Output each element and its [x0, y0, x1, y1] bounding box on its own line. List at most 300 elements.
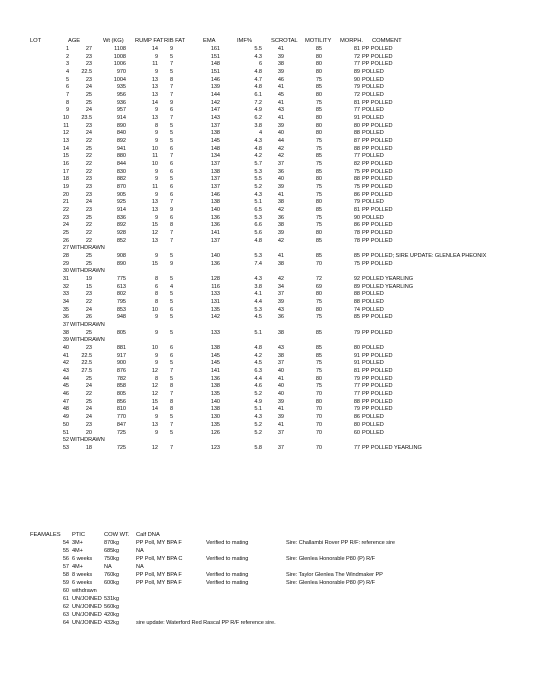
cell-rump: 13 [151, 199, 158, 206]
female-lot: 54 [62, 540, 69, 546]
cell-motility: 80 [315, 130, 322, 137]
cell-lot: 24 [62, 222, 69, 229]
cell-rump: 9 [154, 253, 158, 260]
cell-ema: 151 [210, 69, 220, 75]
female-ptic: UN/JOINED [72, 595, 102, 602]
female-cowwt: 600kg [104, 579, 119, 586]
cell-wt: 876 [116, 368, 126, 375]
header-age: AGE [68, 38, 81, 44]
cell-rib: 6 [170, 145, 174, 152]
cell-morph: 92 [353, 276, 360, 283]
cell-rib: 5 [170, 291, 174, 298]
cell-rib: 9 [170, 260, 174, 267]
cell-morph: 77 [353, 107, 360, 114]
cell-imf: 4.8 [254, 69, 262, 75]
cell-rump: 14 [151, 99, 158, 106]
cell-motility: 80 [315, 115, 322, 122]
cell-wt: 914 [116, 207, 126, 214]
cell-rump: 8 [154, 276, 158, 283]
cell-morph: 88 [353, 398, 360, 405]
cell-lot: 53 [62, 444, 69, 451]
cell-age: 22 [85, 222, 92, 229]
cell-morph: 74 [353, 306, 360, 313]
cell-comment: POLLED YEARLING [362, 283, 414, 290]
cell-rib: 5 [170, 375, 174, 382]
cell-ema: 140 [210, 253, 220, 260]
cell-lot: 26 [62, 237, 69, 244]
cell-ema: 141 [210, 368, 220, 375]
cell-rump: 12 [151, 444, 158, 451]
cell-lot: 33 [62, 291, 69, 298]
cell-age: 27 [85, 46, 92, 52]
female-cowwt: 750kg [104, 555, 119, 562]
cell-lot: 46 [62, 391, 69, 398]
cell-imf: 4.2 [254, 352, 262, 359]
cell-ema: 138 [210, 383, 220, 390]
header-comment: COMMENT [372, 38, 402, 44]
cell-ema: 133 [210, 329, 220, 336]
cell-scrotal: 41 [277, 115, 284, 122]
cell-scrotal: 39 [277, 414, 284, 421]
cell-rump: 13 [151, 237, 158, 244]
female-lot: 55 [62, 547, 69, 554]
cell-morph: 89 [353, 69, 360, 75]
cell-lot: 2 [65, 53, 69, 60]
cell-imf: 4.2 [254, 153, 262, 160]
cell-lot: 48 [62, 406, 69, 413]
cell-rump: 15 [151, 222, 158, 229]
cell-ema: 151 [210, 53, 220, 60]
cell-wt: 948 [116, 314, 126, 321]
cell-comment: POLLED [362, 291, 384, 298]
cell-age: 25 [85, 145, 92, 152]
cell-lot: 43 [62, 368, 69, 375]
cell-rump: 9 [154, 329, 158, 336]
cell-scrotal: 38 [277, 352, 284, 359]
cell-rib: 7 [170, 421, 174, 428]
cell-scrotal: 39 [277, 122, 284, 129]
cell-comment: PP POLLED [362, 230, 393, 237]
cell-motility: 80 [315, 61, 322, 68]
cell-wt: 956 [116, 92, 126, 99]
cell-rump: 6 [154, 283, 158, 290]
cell-imf: 4 [258, 130, 262, 137]
cell-ema: 138 [210, 345, 220, 352]
cell-imf: 6 [258, 61, 262, 68]
cell-comment: PP POLLED [362, 237, 393, 244]
cell-age: 24 [85, 199, 92, 206]
cell-lot: 51 [62, 429, 69, 436]
cell-rib: 5 [170, 53, 174, 60]
cell-rib: 9 [170, 46, 174, 52]
cell-ema: 131 [210, 299, 220, 306]
cell-wt: 858 [116, 383, 126, 390]
female-calfdna: sire update: Waterford Red Rascal PP R/F reference sire. [136, 619, 276, 626]
cell-ema: 161 [210, 46, 220, 52]
cell-ema: 137 [210, 122, 220, 129]
cell-comment: POLLED [362, 306, 384, 313]
cell-lot: 20 [62, 191, 69, 198]
cell-motility: 75 [315, 383, 322, 390]
cell-ema: 135 [210, 421, 220, 428]
cell-motility: 75 [315, 299, 322, 306]
cell-motility: 75 [315, 99, 322, 106]
cell-scrotal: 38 [277, 199, 284, 206]
cell-rib: 7 [170, 84, 174, 91]
cell-rib: 7 [170, 230, 174, 237]
cell-motility: 85 [315, 352, 322, 359]
cell-wt: 725 [116, 444, 126, 451]
female-calfdna: NA [136, 563, 144, 570]
cell-rump: 9 [154, 414, 158, 421]
cell-motility: 85 [315, 207, 322, 214]
cell-rib: 5 [170, 138, 174, 145]
cell-wt: 1004 [113, 76, 126, 83]
cell-wt: 852 [116, 237, 126, 244]
cell-age: 22.5 [81, 360, 92, 367]
cell-imf: 6.1 [254, 92, 262, 99]
cell-imf: 5.2 [254, 429, 262, 436]
cell-age: 23 [85, 421, 92, 428]
cell-imf: 5.1 [254, 329, 262, 336]
cell-ema: 138 [210, 130, 220, 137]
cell-comment: PP POLLED [362, 138, 393, 145]
header-imf: IMF% [237, 38, 252, 44]
cell-rump: 13 [151, 84, 158, 91]
cell-morph: 90 [353, 214, 360, 221]
cell-comment: POLLED [362, 414, 384, 421]
cell-morph: 86 [353, 222, 360, 229]
cell-morph: 88 [353, 176, 360, 183]
cell-morph: 80 [353, 122, 360, 129]
cell-age: 25 [85, 398, 92, 405]
female-ptic: withdrawn [72, 587, 97, 594]
cell-motility: 75 [315, 76, 322, 83]
cell-wt: 880 [116, 153, 126, 160]
cell-ema: 145 [210, 360, 220, 367]
cell-rib: 6 [170, 214, 174, 221]
cell-ema: 138 [210, 168, 220, 175]
cell-age: 25 [85, 260, 92, 267]
cell-motility: 85 [315, 46, 322, 52]
cell-lot: 44 [62, 375, 69, 382]
cell-age: 23 [85, 122, 92, 129]
cell-rump: 9 [154, 176, 158, 183]
cell-wt: 957 [116, 107, 126, 114]
cell-age: 25 [85, 214, 92, 221]
cell-rib: 7 [170, 444, 174, 451]
cell-imf: 5.3 [254, 253, 262, 260]
cell-scrotal: 42 [277, 237, 284, 244]
cell-rib: 8 [170, 406, 174, 413]
cell-scrotal: 40 [277, 176, 284, 183]
cell-age: 24 [85, 84, 92, 91]
header-morph: MORPH. [340, 38, 363, 44]
cell-morph: 89 [353, 283, 360, 290]
cell-age: 22 [85, 138, 92, 145]
cell-comment: POLLED [362, 421, 384, 428]
cell-rib: 6 [170, 306, 174, 313]
cell-age: 19 [85, 276, 92, 283]
cell-ema: 128 [210, 276, 220, 283]
cell-wt: 970 [116, 69, 126, 75]
cell-rib: 7 [170, 61, 174, 68]
cell-age: 25 [85, 92, 92, 99]
cell-motility: 85 [315, 84, 322, 91]
cell-lot: 50 [62, 421, 69, 428]
female-calfdna: PP Poll, MY BPA F [136, 579, 182, 586]
female-verified: Verified to mating [206, 579, 249, 586]
cell-rump: 11 [152, 153, 158, 160]
cell-age: 25 [85, 253, 92, 260]
cell-comment: POLLED [362, 115, 384, 122]
cell-wt: 805 [116, 329, 126, 336]
cell-lot: 31 [62, 276, 69, 283]
cell-imf: 5.2 [254, 391, 262, 398]
header-ptic: PTIC [72, 532, 86, 538]
cell-scrotal: 37 [277, 360, 284, 367]
cell-rump: 8 [154, 291, 158, 298]
cell-morph: 80 [353, 421, 360, 428]
cell-rib: 5 [170, 329, 174, 336]
cell-motility: 80 [315, 291, 322, 298]
cell-age: 22 [85, 237, 92, 244]
cell-comment: POLLED [362, 345, 384, 352]
cell-imf: 4.3 [254, 414, 262, 421]
cell-rump: 13 [151, 421, 158, 428]
cell-motility: 72 [315, 276, 322, 283]
cell-imf: 4.4 [254, 299, 262, 306]
cell-morph: 91 [353, 360, 360, 367]
cell-imf: 7.4 [254, 260, 262, 267]
cell-motility: 80 [315, 69, 322, 75]
cell-imf: 7.2 [254, 99, 262, 106]
cell-ema: 142 [210, 99, 220, 106]
female-cowwt: 420kg [104, 611, 119, 618]
cell-lot: 9 [65, 107, 69, 114]
header-motility: MOTILITY [305, 38, 332, 44]
cell-wt: 935 [116, 84, 126, 91]
cell-comment: POLLED [362, 107, 384, 114]
cell-motility: 69 [315, 283, 322, 290]
cell-rib: 7 [170, 237, 174, 244]
cell-rib: 5 [170, 429, 174, 436]
cell-morph: 77 [353, 383, 360, 390]
row-lot: 30 [62, 268, 69, 275]
cell-imf: 3.8 [254, 122, 262, 129]
cell-scrotal: 39 [277, 184, 284, 191]
cell-imf: 4.9 [254, 107, 262, 114]
cell-ema: 126 [210, 429, 220, 436]
cell-lot: 18 [62, 176, 69, 183]
cell-scrotal: 37 [277, 291, 284, 298]
cell-comment: PP POLLED [362, 375, 393, 382]
cell-morph: 79 [353, 329, 360, 336]
cell-age: 15 [85, 283, 92, 290]
cell-wt: 782 [116, 375, 126, 382]
cell-wt: 890 [116, 122, 126, 129]
cell-imf: 5.3 [254, 168, 262, 175]
cell-comment: PP POLLED [362, 161, 393, 168]
cell-rump: 9 [154, 130, 158, 137]
cell-lot: 11 [63, 122, 69, 129]
cell-morph: 81 [353, 99, 360, 106]
cell-morph: 91 [353, 352, 360, 359]
cell-ema: 142 [210, 314, 220, 321]
cell-morph: 86 [353, 414, 360, 421]
cell-morph: 77 [353, 391, 360, 398]
row-withdrawn: WITHDRAWN [70, 322, 105, 329]
cell-comment: PP POLLED [362, 329, 393, 336]
cell-rump: 9 [154, 191, 158, 198]
cell-ema: 140 [210, 398, 220, 405]
cell-age: 22.5 [81, 352, 92, 359]
cell-scrotal: 39 [277, 230, 284, 237]
cell-age: 23 [85, 53, 92, 60]
female-sire: Sire: Challambi Rover PP R/F: reference sire [286, 540, 395, 546]
cell-wt: 928 [116, 230, 126, 237]
cell-morph: 81 [353, 207, 360, 214]
cell-rump: 14 [151, 406, 158, 413]
cell-rib: 9 [170, 207, 174, 214]
cell-rump: 10 [151, 306, 158, 313]
cell-rump: 10 [151, 145, 158, 152]
cell-wt: 917 [116, 352, 126, 359]
header-females: FEAMALES [30, 532, 61, 538]
cell-lot: 35 [62, 306, 69, 313]
cell-morph: 79 [353, 199, 360, 206]
cell-rump: 12 [151, 391, 158, 398]
cell-comment: POLLED [362, 214, 384, 221]
cell-lot: 41 [62, 352, 69, 359]
row-withdrawn: WITHDRAWN [70, 245, 105, 252]
female-cowwt: NA [104, 563, 112, 570]
female-ptic: 8 weeks [72, 571, 93, 578]
cell-wt: 870 [116, 184, 126, 191]
cell-imf: 5.5 [254, 46, 262, 52]
cell-comment: PP POLLED [362, 184, 393, 191]
cell-age: 24 [85, 130, 92, 137]
cell-rump: 8 [154, 375, 158, 382]
cell-motility: 85 [315, 237, 322, 244]
cell-age: 23 [85, 176, 92, 183]
cell-wt: 905 [116, 191, 126, 198]
cell-rib: 5 [170, 314, 174, 321]
cell-motility: 80 [315, 199, 322, 206]
cell-lot: 1 [65, 46, 69, 52]
cell-morph: 87 [353, 138, 360, 145]
cell-lot: 14 [62, 145, 69, 152]
cell-wt: 900 [116, 360, 126, 367]
cell-ema: 136 [210, 222, 220, 229]
cell-morph: 85 [353, 253, 360, 260]
cell-scrotal: 39 [277, 299, 284, 306]
cell-age: 22 [85, 153, 92, 160]
cell-rump: 11 [152, 184, 158, 191]
cell-lot: 36 [62, 314, 69, 321]
cell-morph: 90 [353, 76, 360, 83]
cell-motility: 85 [315, 153, 322, 160]
cell-morph: 79 [353, 406, 360, 413]
cell-scrotal: 46 [277, 76, 284, 83]
cell-scrotal: 43 [277, 306, 284, 313]
female-lot: 60 [62, 587, 69, 594]
cell-motility: 85 [315, 345, 322, 352]
cell-comment: POLLED [362, 92, 384, 99]
female-calfdna: PP Poll, MY BPA C [136, 555, 183, 562]
cell-morph: 77 [353, 61, 360, 68]
cell-ema: 116 [211, 283, 220, 290]
cell-age: 24 [85, 306, 92, 313]
cell-wt: 847 [116, 421, 126, 428]
cell-morph: 75 [353, 168, 360, 175]
cell-ema: 135 [210, 391, 220, 398]
cell-comment: POLLED [362, 84, 384, 91]
cell-scrotal: 42 [277, 276, 284, 283]
cell-ema: 148 [210, 145, 220, 152]
female-sire: Sire: Glenlea Honorable P80 (P) R/F [286, 579, 376, 586]
cell-lot: 19 [62, 184, 69, 191]
cell-lot: 8 [65, 99, 69, 106]
cell-motility: 75 [315, 138, 322, 145]
cell-scrotal: 34 [277, 283, 284, 290]
cell-imf: 5.2 [254, 421, 262, 428]
cell-imf: 5.2 [254, 184, 262, 191]
header-lot: LOT [30, 38, 42, 44]
female-ptic: 3M+ [72, 540, 83, 546]
female-sire: Sire: Glenlea Honorable P80 (P) R/F [286, 555, 376, 562]
cell-motility: 75 [315, 360, 322, 367]
cell-rib: 8 [170, 76, 174, 83]
row-withdrawn: WITHDRAWN [70, 337, 105, 344]
cell-rib: 7 [170, 368, 174, 375]
female-lot: 61 [62, 595, 69, 602]
cell-morph: 78 [353, 237, 360, 244]
cell-lot: 42 [62, 360, 69, 367]
row-lot: 39 [62, 337, 69, 344]
cell-rump: 8 [154, 299, 158, 306]
cell-scrotal: 42 [277, 145, 284, 152]
cell-motility: 75 [315, 184, 322, 191]
cell-imf: 4.5 [254, 360, 262, 367]
cell-motility: 80 [315, 92, 322, 99]
cell-ema: 143 [210, 115, 220, 122]
cell-lot: 16 [62, 161, 69, 168]
cell-scrotal: 38 [277, 222, 284, 229]
cell-rib: 6 [170, 161, 174, 168]
cell-motility: 80 [315, 398, 322, 405]
cell-morph: 77 [353, 153, 360, 160]
cell-age: 22 [85, 161, 92, 168]
cell-comment: POLLED [362, 299, 384, 306]
cell-motility: 85 [315, 329, 322, 336]
cell-rump: 9 [154, 214, 158, 221]
cell-motility: 70 [315, 391, 322, 398]
cell-imf: 5.5 [254, 176, 262, 183]
cell-ema: 136 [210, 375, 220, 382]
cell-age: 22 [85, 168, 92, 175]
cell-imf: 5.3 [254, 306, 262, 313]
row-withdrawn: WITHDRAWN [70, 268, 105, 275]
cell-age: 24 [85, 107, 92, 114]
female-lot: 59 [62, 579, 69, 586]
cell-rib: 7 [170, 115, 174, 122]
cell-morph: 88 [353, 130, 360, 137]
header-ema: EMA [203, 38, 216, 44]
cell-imf: 4.6 [254, 383, 262, 390]
cell-scrotal: 39 [277, 398, 284, 405]
cell-rump: 12 [151, 383, 158, 390]
